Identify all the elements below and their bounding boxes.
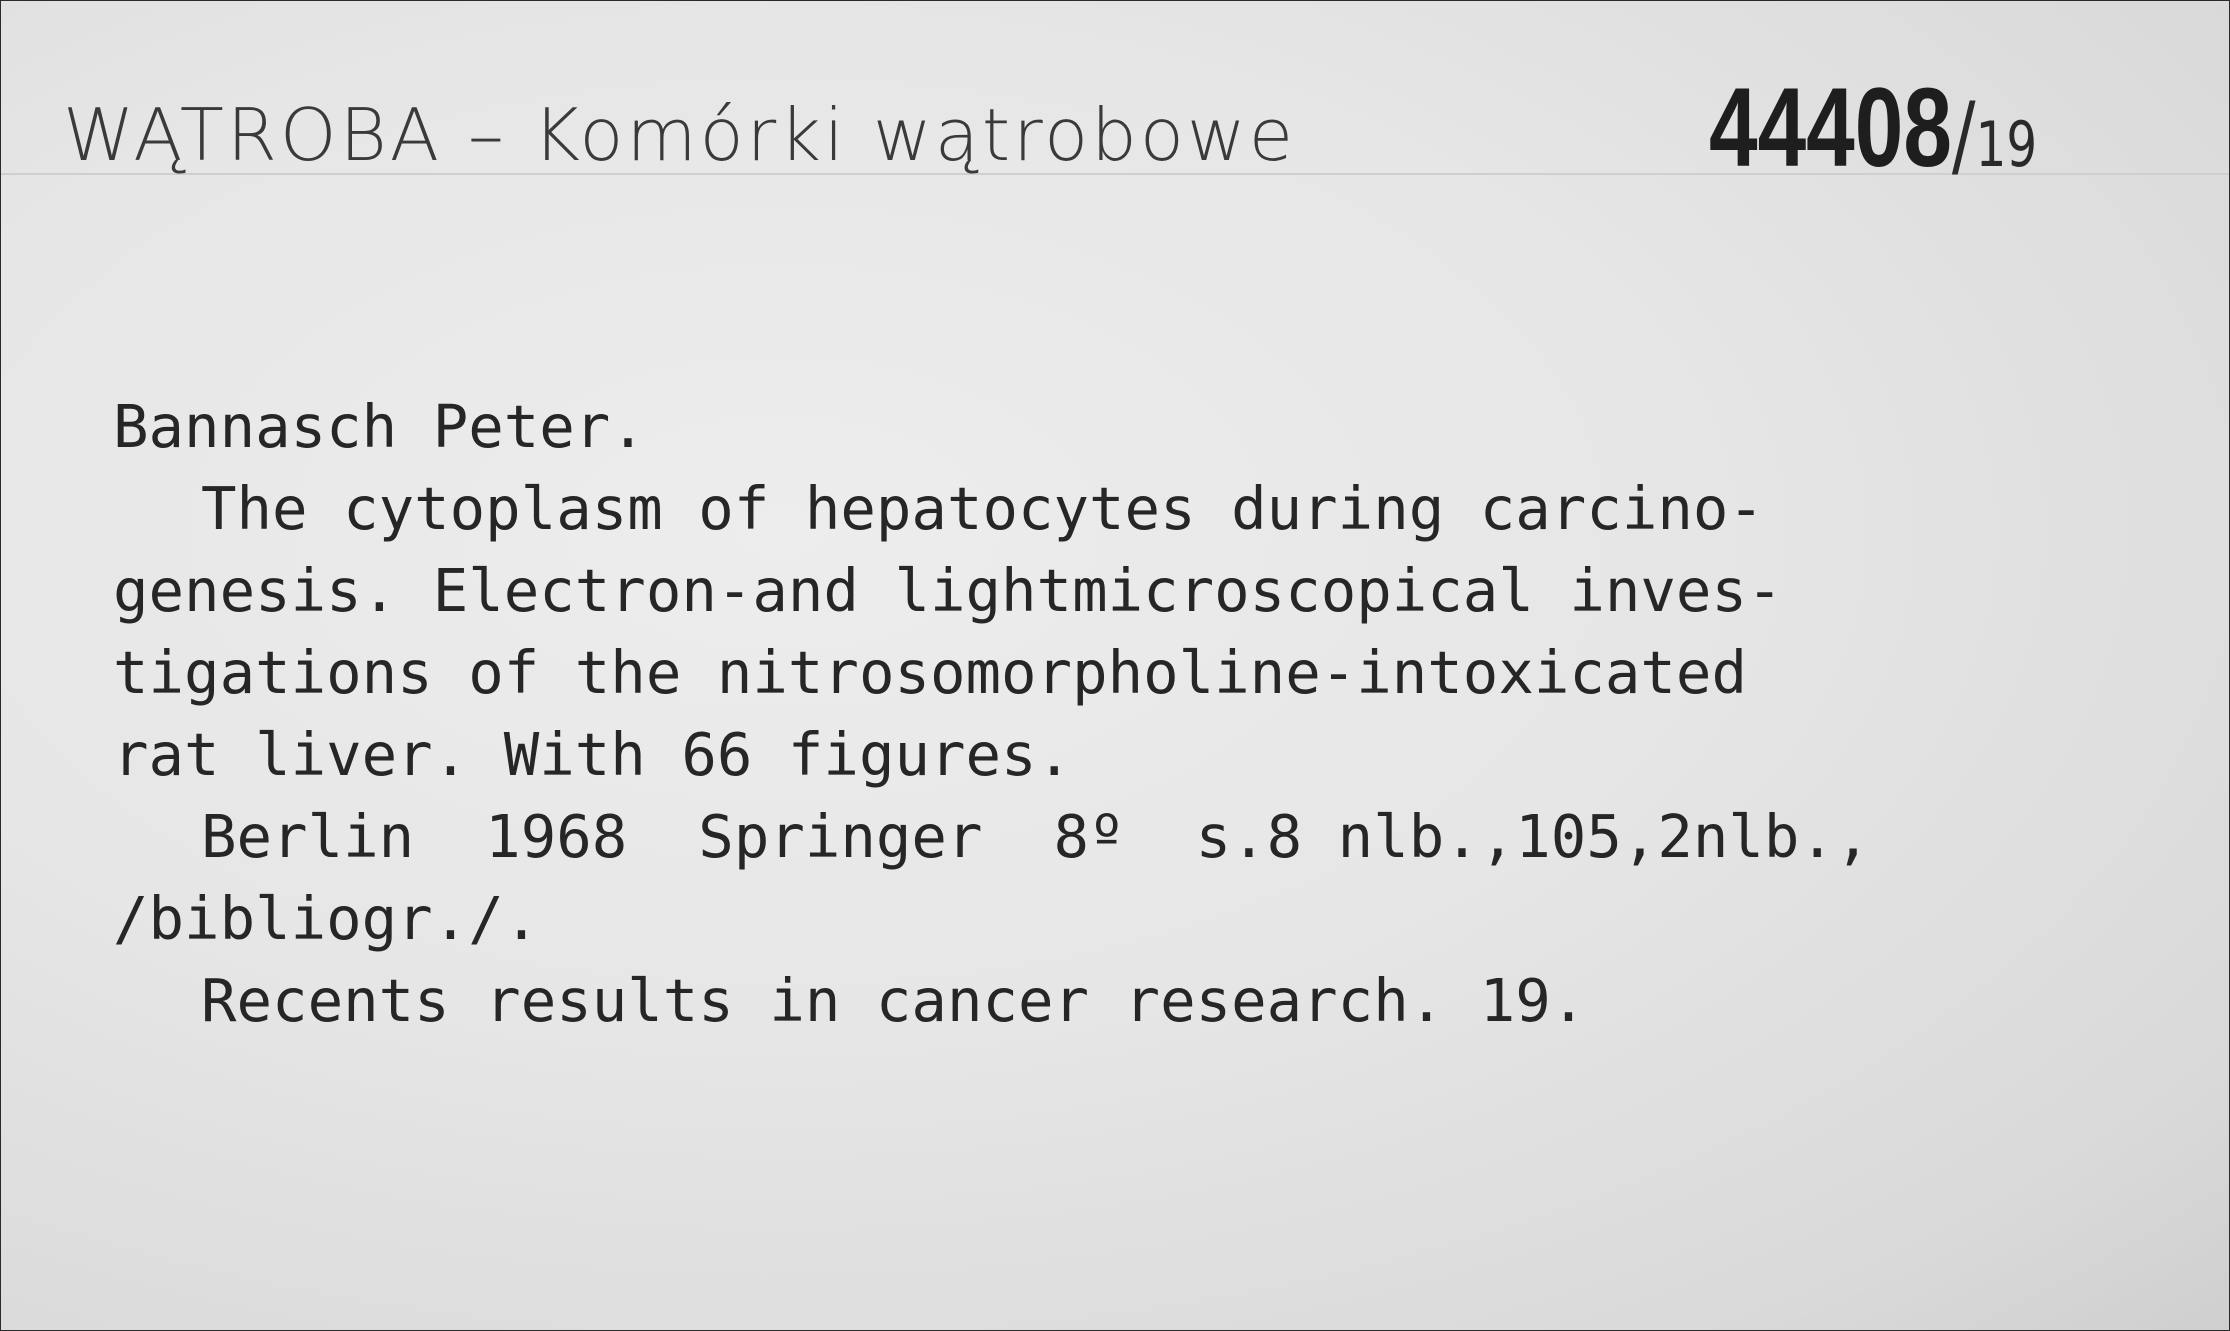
title-line-4: rat liver. With 66 figures. [113,720,1073,789]
call-number-slash: / [1951,83,1976,188]
call-number-main: 44408 [1709,65,1952,190]
subject-heading: WĄTROBA – Komórki wątrobowe [63,93,1297,177]
title-line-1: The cytoplasm of hepatocytes during carcino- [201,474,1764,543]
title-line-2: genesis. Electron-and lightmicroscopical inves- [113,556,1783,625]
author-line: Bannasch Peter. [113,392,646,461]
call-number-volume: 19 [1975,108,2038,181]
imprint-line-1: Berlin 1968 Springer 8º s.8 nlb.,105,2nlb., [201,802,1871,871]
imprint-line-2: /bibliogr./. [113,884,540,953]
title-line-3: tigations of the nitrosomorpholine-intoxicated [113,638,1747,707]
call-number [1709,63,2037,192]
series-line: Recents results in cancer research. 19. [201,966,1587,1035]
